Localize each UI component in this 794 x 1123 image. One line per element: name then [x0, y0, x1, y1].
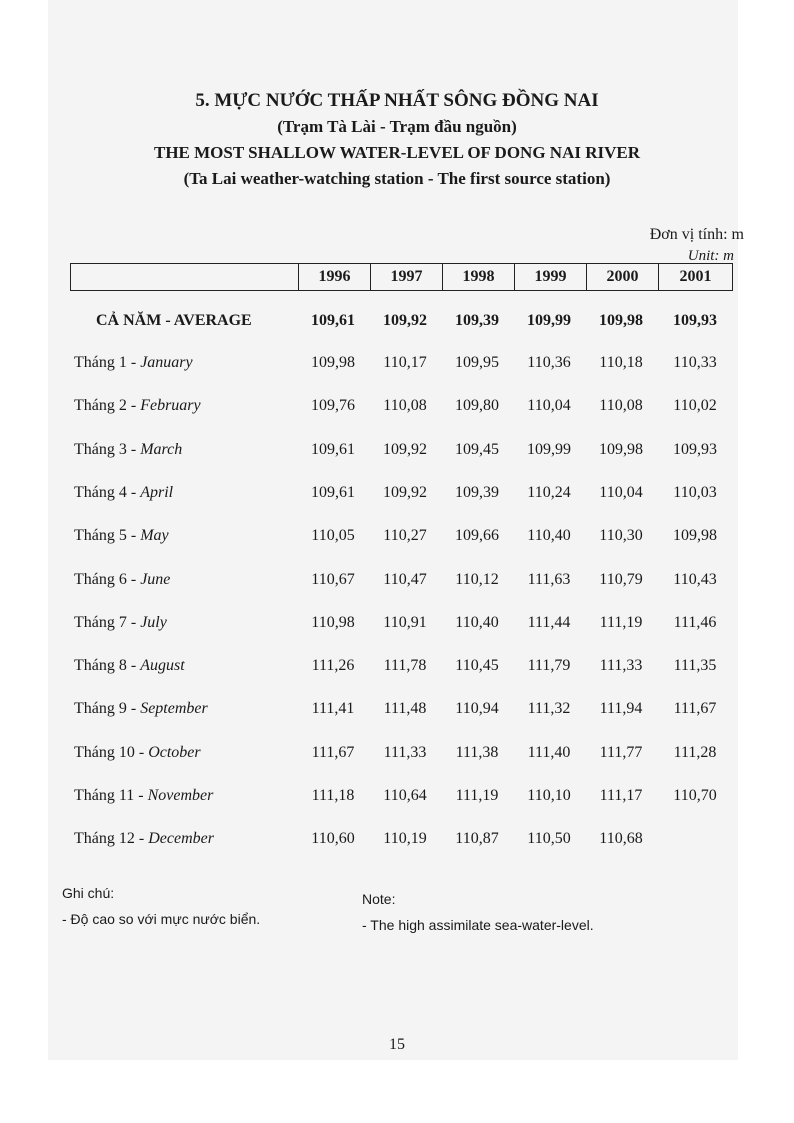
row-label-vi: Tháng 3 - — [74, 441, 141, 458]
header-blank-cell — [71, 264, 299, 291]
row-label-vi: Tháng 1 - — [74, 354, 141, 371]
value-cell: 110,08 — [599, 397, 643, 414]
row-label — [74, 397, 201, 415]
row-label-vi: Tháng 10 - — [74, 744, 149, 761]
row-label — [74, 527, 169, 545]
row-label-vi: Tháng 5 - — [74, 527, 141, 544]
table-row — [0, 441, 794, 465]
header-year: 1999 — [515, 264, 587, 291]
subtitle-vi: (Trạm Tà Lài - Trạm đầu nguồn) — [277, 117, 517, 136]
value-cell: 109,66 — [455, 527, 499, 544]
row-label-vi: Tháng 11 - — [74, 787, 148, 804]
value-cell: 110,47 — [383, 571, 427, 588]
value-cell: 110,67 — [311, 571, 355, 588]
row-label — [74, 700, 208, 718]
row-label-vi: Tháng 8 - — [74, 657, 141, 674]
row-label-en: February — [140, 397, 201, 414]
row-label-vi: Tháng 4 - — [74, 484, 141, 501]
value-cell: 110,70 — [673, 787, 717, 804]
value-cell: 111,32 — [527, 700, 571, 717]
value-cell: 109,95 — [455, 354, 499, 371]
row-label — [74, 571, 170, 589]
page-number: 15 — [389, 1036, 405, 1053]
value-cell: 111,33 — [599, 657, 643, 674]
table-row — [0, 484, 794, 508]
value-cell: 111,77 — [599, 744, 643, 761]
value-cell: 111,48 — [383, 700, 427, 717]
value-cell: 110,19 — [383, 830, 427, 847]
value-cell: 111,63 — [527, 571, 571, 588]
value-cell: 110,43 — [673, 571, 717, 588]
value-cell: 109,61 — [311, 441, 355, 458]
value-cell: 111,17 — [599, 787, 643, 804]
row-label-en: July — [140, 614, 167, 631]
value-cell: 110,50 — [527, 830, 571, 847]
table-row — [0, 744, 794, 768]
value-cell: 111,44 — [527, 614, 571, 631]
header-year: 1997 — [371, 264, 443, 291]
value-cell: 111,94 — [599, 700, 643, 717]
header-year: 1998 — [443, 264, 515, 291]
value-cell: 111,28 — [673, 744, 717, 761]
note-vi — [62, 880, 260, 932]
value-cell: 109,93 — [673, 312, 717, 329]
value-cell: 111,19 — [599, 614, 643, 631]
note-vi-heading: Ghi chú: — [62, 885, 115, 901]
table-row — [0, 397, 794, 421]
value-cell: 109,76 — [311, 397, 355, 414]
row-label-en: May — [140, 527, 169, 544]
value-cell: 110,79 — [599, 571, 643, 588]
value-cell: 109,98 — [673, 527, 717, 544]
table-row — [0, 614, 794, 638]
average-row — [0, 312, 794, 336]
row-label-en: April — [140, 484, 174, 501]
row-label-en: March — [140, 441, 183, 458]
note-en-heading: Note: — [362, 891, 396, 907]
row-label-vi: Tháng 7 - — [74, 614, 141, 631]
value-cell: 111,26 — [311, 657, 355, 674]
value-cell: 111,35 — [673, 657, 717, 674]
value-cell: 109,98 — [311, 354, 355, 371]
row-label-en: November — [147, 787, 214, 804]
row-label — [74, 657, 185, 675]
value-cell: 110,40 — [527, 527, 571, 544]
value-cell: 110,05 — [311, 527, 355, 544]
row-label-vi: Tháng 6 - — [74, 571, 141, 588]
value-cell: 110,17 — [383, 354, 427, 371]
unit-label-en: Unit: m — [687, 248, 734, 264]
value-cell: 111,79 — [527, 657, 571, 674]
value-cell: 110,27 — [383, 527, 427, 544]
value-cell: 109,99 — [527, 312, 571, 329]
row-label-en: June — [140, 571, 171, 588]
value-cell: 110,18 — [599, 354, 643, 371]
value-cell: 109,98 — [599, 441, 643, 458]
value-cell: 110,30 — [599, 527, 643, 544]
value-cell: 111,40 — [527, 744, 571, 761]
value-cell: 110,36 — [527, 354, 571, 371]
row-label-en: October — [148, 744, 201, 761]
value-cell: 109,92 — [383, 484, 427, 501]
row-label-en: January — [140, 354, 193, 371]
value-cell: 110,91 — [383, 614, 427, 631]
value-cell: 110,08 — [383, 397, 427, 414]
table-row — [0, 354, 794, 378]
value-cell: 111,41 — [311, 700, 355, 717]
value-cell: 110,04 — [527, 397, 571, 414]
table-header — [70, 263, 733, 291]
row-label-vi: Tháng 2 - — [74, 397, 141, 414]
note-en-text: - The high assimilate sea-water-level. — [362, 917, 594, 933]
value-cell: 110,40 — [455, 614, 499, 631]
row-label — [74, 744, 201, 762]
value-cell: 110,68 — [599, 830, 643, 847]
row-label — [74, 830, 214, 848]
value-cell: 111,67 — [311, 744, 355, 761]
value-cell: 109,45 — [455, 441, 499, 458]
table-row — [0, 700, 794, 724]
table-row — [0, 571, 794, 595]
row-label-en: August — [140, 657, 185, 674]
table-row — [0, 527, 794, 551]
value-cell: 111,46 — [673, 614, 717, 631]
row-label-en: December — [148, 830, 214, 847]
header-year: 2000 — [587, 264, 659, 291]
value-cell: 110,02 — [673, 397, 717, 414]
row-label-vi: Tháng 12 - — [74, 830, 149, 847]
title-vi: 5. MỰC NƯỚC THẤP NHẤT SÔNG ĐỒNG NAI — [195, 90, 599, 111]
value-cell: 111,19 — [455, 787, 499, 804]
unit-label-vi: Đơn vị tính: m — [649, 226, 744, 243]
row-label-vi: Tháng 9 - — [74, 700, 141, 717]
row-label: CẢ NĂM - AVERAGE — [96, 312, 252, 329]
note-vi-text: - Độ cao so với mực nước biển. — [62, 911, 261, 927]
value-cell: 110,03 — [673, 484, 717, 501]
value-cell: 110,04 — [599, 484, 643, 501]
subtitle-en: (Ta Lai weather-watching station - The first source station) — [183, 169, 611, 188]
value-cell: 110,12 — [455, 571, 499, 588]
table-row — [0, 830, 794, 854]
value-cell: 110,64 — [383, 787, 427, 804]
table-row — [0, 657, 794, 681]
value-cell: 110,33 — [673, 354, 717, 371]
value-cell: 110,60 — [311, 830, 355, 847]
row-label — [74, 484, 173, 502]
value-cell: 109,92 — [383, 312, 427, 329]
value-cell: 110,98 — [311, 614, 355, 631]
value-cell: 109,61 — [311, 312, 355, 329]
value-cell: 109,99 — [527, 441, 571, 458]
row-label — [74, 441, 182, 459]
note-en — [362, 886, 594, 938]
value-cell: 111,67 — [673, 700, 717, 717]
row-label-en: September — [140, 700, 208, 717]
table-row — [0, 787, 794, 811]
header-year: 1996 — [299, 264, 371, 291]
value-cell: 109,39 — [455, 484, 499, 501]
value-cell: 110,94 — [455, 700, 499, 717]
value-cell: 109,80 — [455, 397, 499, 414]
row-label — [74, 354, 193, 372]
header-year: 2001 — [659, 264, 733, 291]
value-cell: 110,24 — [527, 484, 571, 501]
value-cell: 111,33 — [383, 744, 427, 761]
title-block — [0, 88, 794, 192]
value-cell: 109,39 — [455, 312, 499, 329]
title-en: THE MOST SHALLOW WATER-LEVEL OF DONG NAI RIVER — [153, 143, 641, 162]
value-cell: 109,61 — [311, 484, 355, 501]
value-cell: 110,10 — [527, 787, 571, 804]
value-cell: 109,93 — [673, 441, 717, 458]
value-cell: 111,38 — [455, 744, 499, 761]
value-cell: 111,78 — [383, 657, 427, 674]
value-cell: 110,45 — [455, 657, 499, 674]
value-cell: 109,92 — [383, 441, 427, 458]
value-cell: 111,18 — [311, 787, 355, 804]
row-label — [74, 614, 167, 632]
value-cell: 110,87 — [455, 830, 499, 847]
value-cell: 109,98 — [599, 312, 643, 329]
row-label — [74, 787, 213, 805]
